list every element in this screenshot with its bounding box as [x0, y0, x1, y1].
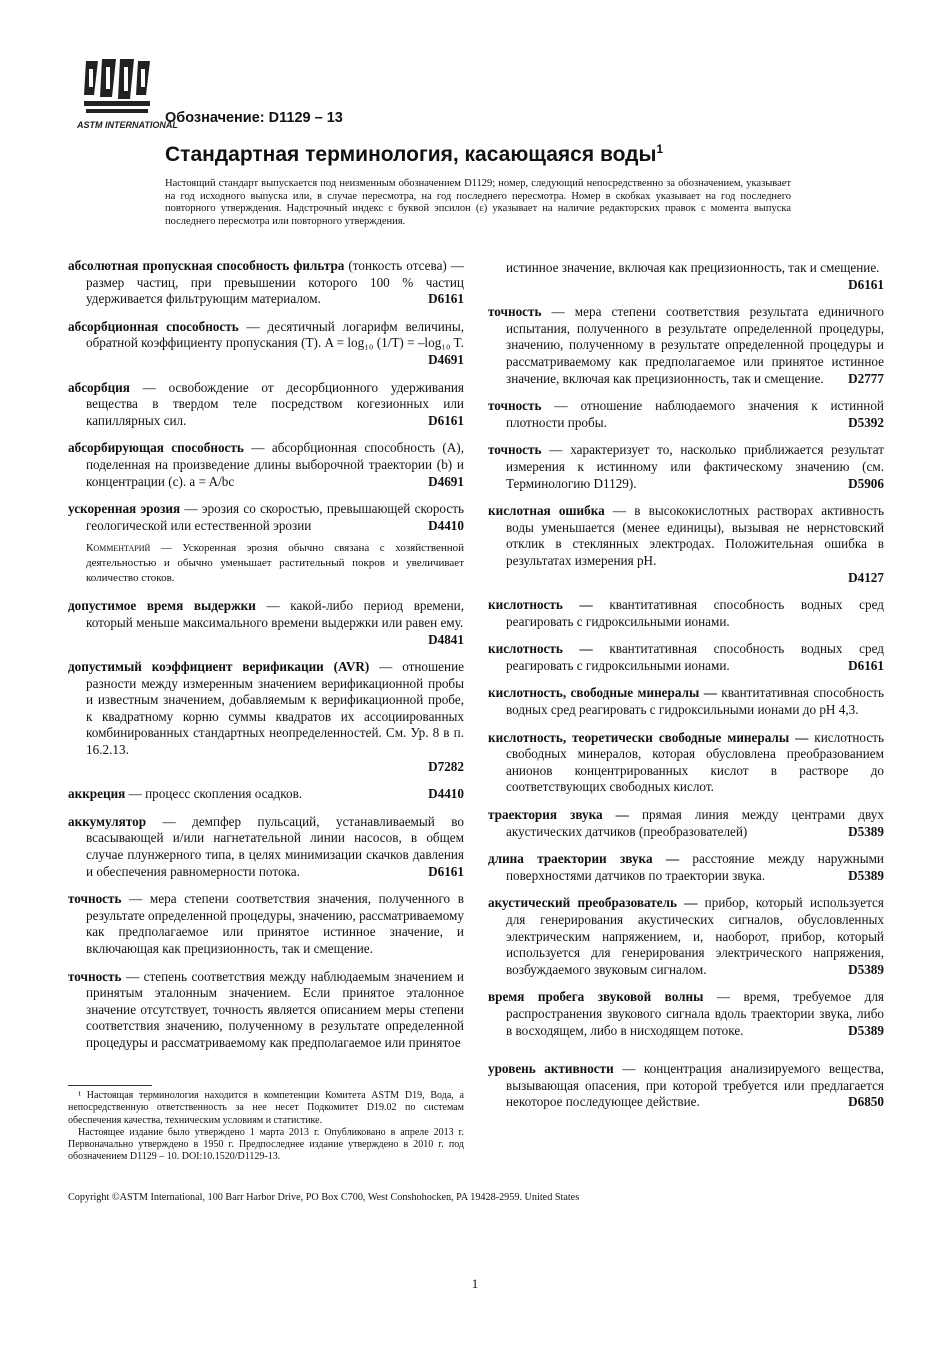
standard-ref: D4410 — [428, 786, 464, 802]
term: аккумулятор — [68, 813, 147, 829]
definition: — мера степени соответствия значения, полученного в результате определенной процедуры, значению, рассматриваемому как предполагаемое или принятое истинное значение, и включающая как прецизионность, так и смещение. — [86, 891, 464, 956]
standard-ref: D6161 — [428, 412, 464, 428]
footnote-paragraph: ¹ Настоящая терминология находится в компетенции Комитета ASTM D19, Вода, а непосредственную ответственность за нее несет Подкомитет D19.02 по системам обеспечения качества, техническим условиям и статистике. — [68, 1090, 464, 1126]
page-title — [165, 142, 663, 167]
definition: прямая линия между центрами двух акустических датчиков (преобразователей) — [506, 807, 884, 839]
term-entry — [488, 851, 884, 884]
term-entry — [68, 319, 464, 369]
standard-ref: D6161 — [848, 276, 884, 292]
term: точность — [488, 398, 542, 414]
term-entry — [488, 503, 884, 586]
term-entry — [488, 895, 884, 978]
page-number: 1 — [471, 1276, 479, 1291]
standard-ref: D5392 — [848, 414, 884, 430]
definition: — десятичный логарифм величины, обратной коэффициенту пропускания (T). A = log₁₀ (1/T) = –log₁₀ T. — [86, 318, 464, 351]
logo-text: ASTM INTERNATIONAL — [77, 120, 178, 130]
definition: расстояние между наружными поверхностями датчиков по траектории звука. — [506, 851, 884, 883]
intro-paragraph: Настоящий стандарт выпускается под неизменным обозначением D1129; номер, следующий непосредственно за обозначением, указывает на год исходного выпуска или, в случае пересмотра, на год последнего пересмотра. Номер в скобках указывает на год последнего повторного утверждения. Надстрочный индекс с буквой эпсилон (ε) указывает на наличие редакторских правок с момента выпуска последнего пересмотра или повторного утверждения. — [165, 178, 791, 227]
standard-ref: D5389 — [848, 867, 884, 883]
term-entry — [68, 814, 464, 880]
term-entry — [488, 597, 884, 630]
term: кислотность — — [488, 597, 593, 613]
term-entry — [68, 659, 464, 775]
term: точность — [68, 968, 122, 984]
term: кислотность, свободные минералы — — [488, 685, 717, 701]
standard-ref: D6161 — [428, 863, 464, 879]
note-label: Комментарий — [86, 542, 151, 555]
definition: — характеризует то, насколько приближается результат измерения к истинному или фактическому значению (см. Терминологию D1129). — [506, 442, 884, 491]
term: время пробега звуковой волны — [488, 989, 704, 1005]
term: точность — [488, 442, 542, 458]
definition: — эрозия со скоростью, превышающей скорость геологической или естественной эрозии — [86, 501, 464, 533]
definition: квантитативная способность водных сред реагировать с гидроксильными ионами. — [506, 597, 884, 629]
definition: — концентрация анализируемого вещества, вызывающая опасения, при которой требуется или предлагается некоторое последующее действие. — [506, 1061, 884, 1110]
title-footnote-mark: 1 — [656, 142, 664, 156]
term-entry — [488, 304, 884, 387]
term-entry — [68, 891, 464, 957]
term: допустимый коэффициент верификации (AVR) — [68, 659, 370, 675]
term-entry — [68, 786, 464, 803]
term-entry — [488, 685, 884, 718]
term-entry — [488, 442, 884, 492]
term: абсолютная пропускная способность фильтра — [68, 258, 345, 273]
term-entry — [68, 969, 464, 1052]
standard-ref: D4410 — [428, 517, 464, 533]
term: уровень активности — [488, 1061, 614, 1077]
term-entry — [68, 380, 464, 430]
standard-ref: D5389 — [848, 961, 884, 977]
definition: — освобождение от десорбционного удерживания вещества в твердом теле посредством когезионных или капиллярных сил. — [86, 379, 464, 428]
standard-ref: D5906 — [848, 475, 884, 491]
term-entry — [488, 398, 884, 431]
term: абсорбирующая способность — [68, 440, 244, 456]
standard-ref: D6161 — [428, 291, 464, 307]
definition: — время, требуемое для распространения звукового сигнала вдоль траектории звука, либо в восходящем, либо в нисходящем потоке. — [506, 989, 884, 1038]
standard-ref: D4691 — [428, 351, 464, 367]
term-entry — [488, 730, 884, 796]
definition: — абсорбционная способность (A), поделенная на произведение длины выборочной траектории (b) и концентрации (c). a = A/bc — [86, 440, 464, 489]
definition: — в высококислотных растворах активность воды уменьшается (менее единицы), вызывая не нернстовский отклик в стеклянных электродах. Положительная ошибка в результатах измерения pH. — [506, 503, 884, 568]
right-column — [488, 260, 884, 1122]
term-entry — [68, 501, 464, 534]
definition: — демпфер пульсаций, устанавливаемый во всасывающей и/или нагнетательной линии насосов, в общем случае плунжерного типа, в целях минимизации скачков давления и обеспечения равномерности потока. — [86, 813, 464, 879]
standard-ref: D6850 — [848, 1094, 884, 1110]
term-entry — [488, 807, 884, 840]
standard-ref: D6161 — [848, 657, 884, 673]
left-column — [68, 258, 464, 1063]
standard-ref: D5389 — [848, 823, 884, 839]
term: ускоренная эрозия — [68, 501, 181, 517]
definition: — мера степени соответствия результата единичного испытания, полученного в результате определенной процедуры, значению, полученному в результате определенной процедуры и рассматриваемому как предполагаемое или принятое истинное значение, включая как прецизионность, так и смещение. — [506, 304, 884, 386]
standard-ref: D4127 — [848, 569, 884, 585]
standard-ref: D2777 — [848, 370, 884, 386]
definition: — какой-либо период времени, который меньше максимального времени выдержки или равен ему. — [86, 598, 464, 630]
footnote-paragraph: Настоящее издание было утверждено 1 марта 2013 г. Опубликовано в апреле 2013 г. Первоначально утверждено в 1950 г. Предпоследнее издание утверждено в 2010 г. под обозначением D1129 – 10. DOI:10.1520/D1129-13. — [68, 1126, 464, 1163]
comment-note — [68, 541, 464, 586]
term: точность — [68, 891, 122, 907]
definition: — отношение наблюдаемого значения к истинной плотности пробы. — [506, 398, 884, 430]
term-entry — [68, 440, 464, 490]
definition: — процесс скопления осадков. — [125, 786, 303, 802]
term-entry — [68, 258, 464, 308]
standard-ref: D4841 — [428, 631, 464, 647]
footnote-rule — [68, 1085, 152, 1086]
term: аккреция — [68, 786, 126, 802]
definition: кислотность свободных минералов, которая обусловлена преобразованием анионов концентрированных кислот в растворе до соответствующих свободных кислот. — [506, 729, 884, 795]
standard-ref: D4691 — [428, 473, 464, 489]
term: траектория звука — — [488, 807, 629, 823]
term-entry — [68, 598, 464, 648]
definition: (тонкость отсева) — размер частиц, при превышении которого 100 % частиц удерживается фильтрующим материалом. — [86, 258, 464, 307]
term: кислотность — — [488, 641, 593, 657]
designation: Обозначение: D1129 – 13 — [165, 110, 343, 126]
term: точность — [488, 304, 542, 320]
title-text: Стандартная терминология, касающаяся воды — [165, 143, 657, 166]
definition: квантитативная способность водных сред реагировать с гидроксильными ионами. — [506, 641, 884, 673]
term: акустический преобразователь — — [488, 895, 698, 911]
term: абсорбционная способность — [68, 318, 239, 334]
definition: квантитативная способность водных сред реагировать с гидроксильными ионами до pH 4,3. — [506, 685, 884, 718]
term: допустимое время выдержки — [68, 598, 256, 614]
term: кислотность, теоретически свободные минералы — — [488, 729, 809, 745]
term-entry — [488, 989, 884, 1039]
footnote — [68, 1085, 464, 1164]
note-text: — Ускоренная эрозия обычно связана с хозяйственной деятельностью и обычно уменьшает растительный покров и увеличивает количество стоков. — [86, 542, 464, 585]
standard-ref: D7282 — [428, 758, 464, 774]
definition: — степень соответствия между наблюдаемым значением и принятым эталонным значением. Если принятое эталонное значение отсутствует, точность является описанием меры степени соответствия значению, полученному в результате определенной процедуры и рассматриваемому как предполагаемое или принятое — [86, 968, 464, 1050]
term-entry — [488, 1061, 884, 1111]
term-continuation — [488, 260, 884, 293]
standard-ref: D5389 — [848, 1022, 884, 1038]
copyright: Copyright ©ASTM International, 100 Barr Harbor Drive, PO Box C700, West Conshohocken, PA 19428-2959. United States — [68, 1192, 580, 1203]
term: кислотная ошибка — [488, 503, 605, 519]
term-entry — [488, 641, 884, 674]
astm-logo — [76, 55, 178, 133]
definition: — отношение разности между измеренным значением верификационной пробы и известным значением, добавляемым к верификационной пробе, к квадратному корню суммы квадратов их ассоциированных комбинированных стандартных неопределенностей. См. Ур. 8 в п. 16.2.13. — [86, 659, 464, 758]
definition: прибор, который используется для генерирования акустических сигналов, обусловленных электрическим напряжением, и, наоборот, прибор, который используется для генерирования электрического напряжения, возбуждаемого звуковым сигналом. — [506, 895, 884, 977]
definition: истинное значение, включая как прецизионность, так и смещение. — [506, 260, 880, 275]
term: абсорбция — [68, 379, 130, 395]
term: длина траектории звука — — [488, 851, 680, 867]
